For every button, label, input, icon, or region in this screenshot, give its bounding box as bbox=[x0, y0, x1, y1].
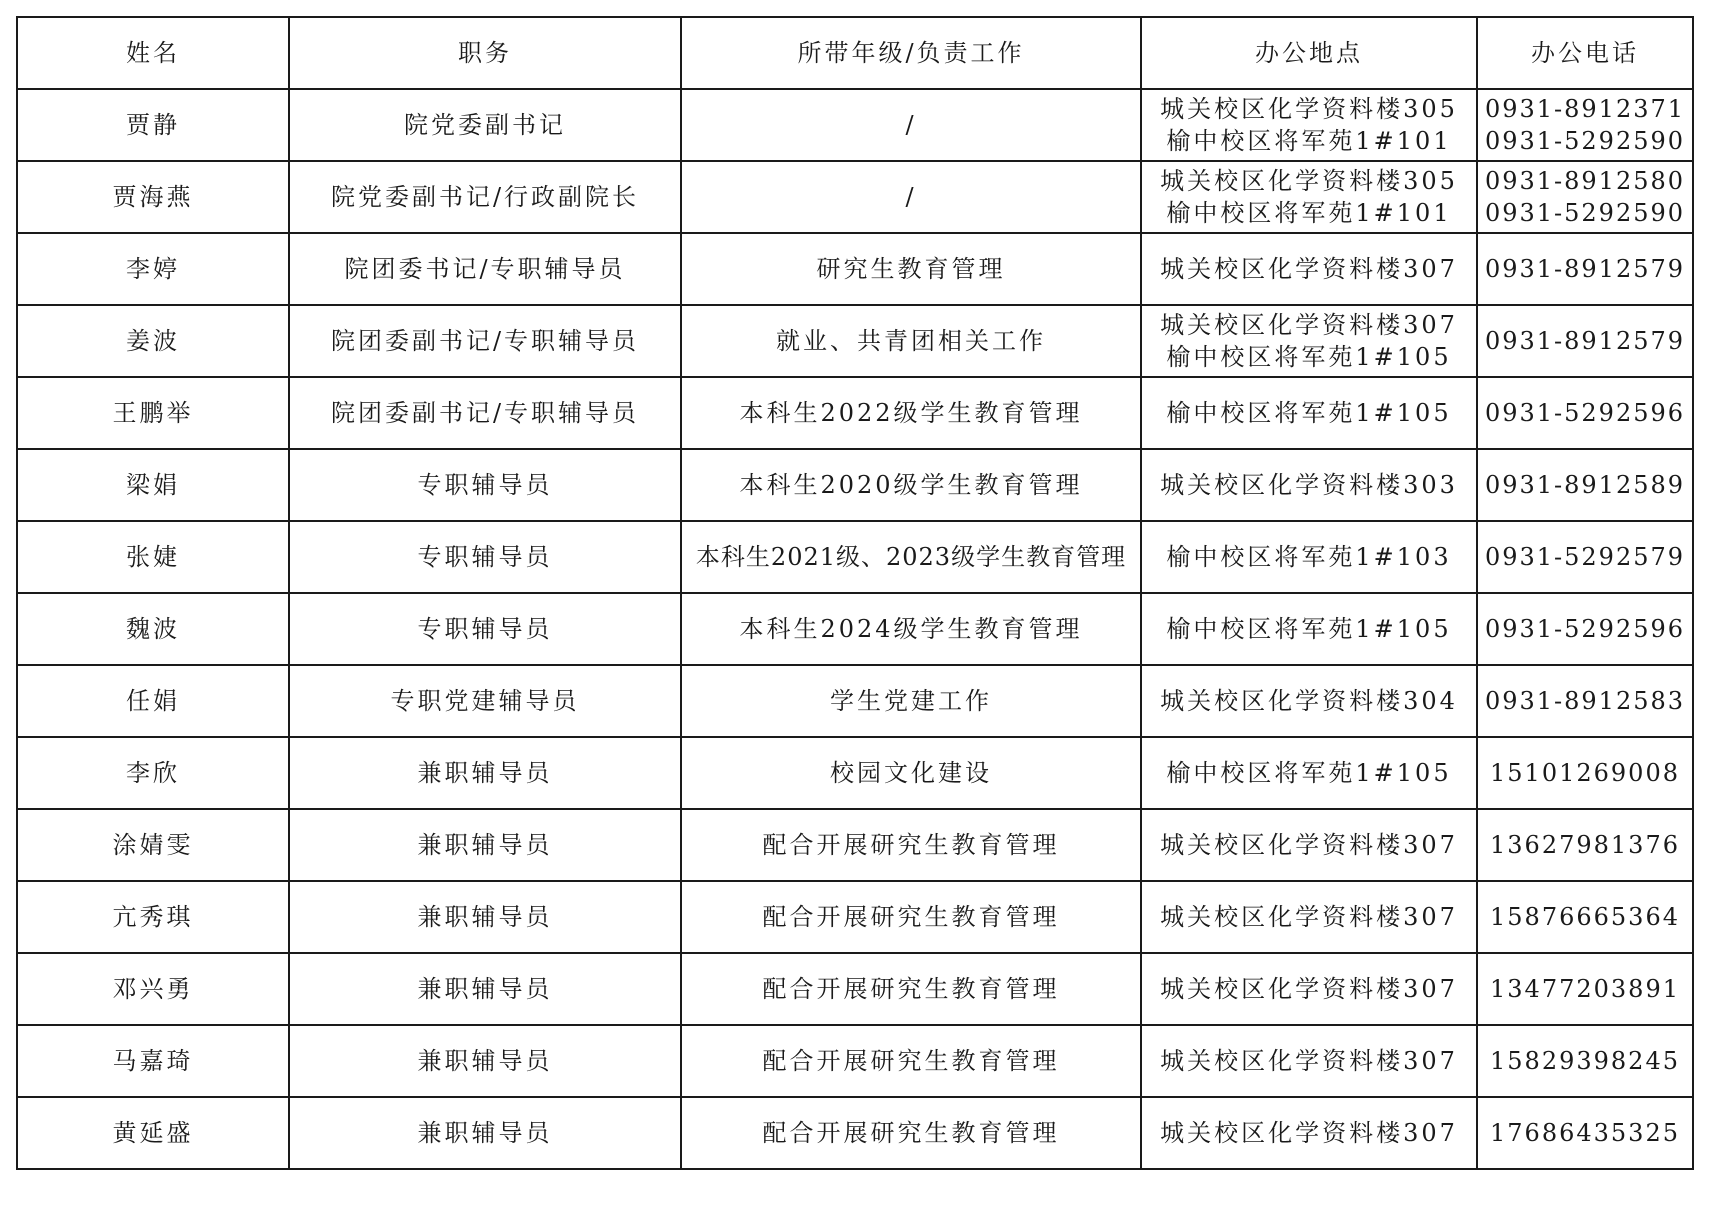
table-row bbox=[17, 809, 1693, 881]
cell-phone-line: 0931-5292596 bbox=[1484, 615, 1686, 643]
cell-name: 张婕 bbox=[17, 521, 289, 593]
cell-place-line: 榆中校区将军苑1#101 bbox=[1166, 127, 1452, 155]
cell-phone bbox=[1477, 737, 1693, 809]
cell-role: 兼职辅导员 bbox=[289, 1097, 681, 1169]
cell-place-line: 城关校区化学资料楼307 bbox=[1160, 255, 1458, 283]
cell-phone-line: 0931-5292596 bbox=[1484, 399, 1686, 427]
cell-role: 兼职辅导员 bbox=[289, 953, 681, 1025]
cell-work: 就业、共青团相关工作 bbox=[681, 305, 1141, 377]
staff-contact-table bbox=[16, 16, 1694, 1170]
cell-place bbox=[1141, 1025, 1477, 1097]
cell-place-line: 榆中校区将军苑1#103 bbox=[1166, 543, 1452, 571]
cell-work: 配合开展研究生教育管理 bbox=[681, 809, 1141, 881]
header-name: 姓名 bbox=[17, 17, 289, 89]
cell-work: 学生党建工作 bbox=[681, 665, 1141, 737]
cell-phone bbox=[1477, 1025, 1693, 1097]
cell-role: 专职辅导员 bbox=[289, 593, 681, 665]
cell-name: 马嘉琦 bbox=[17, 1025, 289, 1097]
cell-name: 李欣 bbox=[17, 737, 289, 809]
cell-phone-line: 13477203891 bbox=[1490, 975, 1680, 1003]
cell-phone-line: 15876665364 bbox=[1490, 903, 1680, 931]
cell-role: 院团委书记/专职辅导员 bbox=[289, 233, 681, 305]
cell-phone bbox=[1477, 593, 1693, 665]
cell-phone bbox=[1477, 161, 1693, 233]
cell-place bbox=[1141, 953, 1477, 1025]
cell-work: 配合开展研究生教育管理 bbox=[681, 953, 1141, 1025]
cell-name: 涂婧雯 bbox=[17, 809, 289, 881]
cell-name: 贾静 bbox=[17, 89, 289, 161]
cell-phone bbox=[1477, 665, 1693, 737]
cell-role: 专职党建辅导员 bbox=[289, 665, 681, 737]
cell-work: 本科生2020级学生教育管理 bbox=[681, 449, 1141, 521]
cell-place bbox=[1141, 377, 1477, 449]
table-body bbox=[17, 89, 1693, 1169]
cell-phone-line: 15101269008 bbox=[1490, 759, 1680, 787]
table-row bbox=[17, 1025, 1693, 1097]
cell-place bbox=[1141, 449, 1477, 521]
cell-phone-line: 0931-8912583 bbox=[1484, 687, 1686, 715]
cell-phone-line: 0931-5292590 bbox=[1484, 199, 1686, 227]
header-work: 所带年级/负责工作 bbox=[681, 17, 1141, 89]
cell-phone bbox=[1477, 953, 1693, 1025]
cell-work: 研究生教育管理 bbox=[681, 233, 1141, 305]
cell-place bbox=[1141, 881, 1477, 953]
cell-role: 院党委副书记/行政副院长 bbox=[289, 161, 681, 233]
cell-phone bbox=[1477, 305, 1693, 377]
cell-place-line: 城关校区化学资料楼307 bbox=[1160, 975, 1458, 1003]
cell-place-line: 城关校区化学资料楼305 bbox=[1160, 167, 1458, 195]
header-phone: 办公电话 bbox=[1477, 17, 1693, 89]
cell-place-line: 榆中校区将军苑1#105 bbox=[1166, 759, 1452, 787]
cell-place-line: 榆中校区将军苑1#101 bbox=[1166, 199, 1452, 227]
cell-name: 王鹏举 bbox=[17, 377, 289, 449]
cell-place-line: 城关校区化学资料楼307 bbox=[1160, 831, 1458, 859]
cell-phone bbox=[1477, 881, 1693, 953]
table-row bbox=[17, 1097, 1693, 1169]
cell-role: 兼职辅导员 bbox=[289, 881, 681, 953]
cell-role: 院团委副书记/专职辅导员 bbox=[289, 377, 681, 449]
cell-place-line: 城关校区化学资料楼307 bbox=[1160, 1047, 1458, 1075]
table-row bbox=[17, 161, 1693, 233]
table-row bbox=[17, 233, 1693, 305]
cell-place-line: 榆中校区将军苑1#105 bbox=[1166, 343, 1452, 371]
cell-phone bbox=[1477, 377, 1693, 449]
table-row bbox=[17, 89, 1693, 161]
cell-place bbox=[1141, 89, 1477, 161]
table-row bbox=[17, 953, 1693, 1025]
cell-phone-line: 0931-8912579 bbox=[1484, 327, 1686, 355]
cell-name: 魏波 bbox=[17, 593, 289, 665]
cell-place-line: 城关校区化学资料楼307 bbox=[1160, 311, 1458, 339]
cell-place bbox=[1141, 161, 1477, 233]
cell-role: 专职辅导员 bbox=[289, 449, 681, 521]
cell-phone bbox=[1477, 89, 1693, 161]
cell-phone bbox=[1477, 233, 1693, 305]
cell-name: 梁娟 bbox=[17, 449, 289, 521]
cell-phone bbox=[1477, 809, 1693, 881]
cell-phone bbox=[1477, 449, 1693, 521]
cell-role: 兼职辅导员 bbox=[289, 737, 681, 809]
cell-work: 本科生2024级学生教育管理 bbox=[681, 593, 1141, 665]
table-row bbox=[17, 521, 1693, 593]
table-header-row bbox=[17, 17, 1693, 89]
cell-role: 院党委副书记 bbox=[289, 89, 681, 161]
header-place: 办公地点 bbox=[1141, 17, 1477, 89]
cell-phone-line: 0931-8912580 bbox=[1484, 167, 1686, 195]
cell-phone-line: 0931-5292579 bbox=[1484, 543, 1686, 571]
cell-place-line: 榆中校区将军苑1#105 bbox=[1166, 615, 1452, 643]
cell-work: 配合开展研究生教育管理 bbox=[681, 1025, 1141, 1097]
cell-name: 亢秀琪 bbox=[17, 881, 289, 953]
table-row bbox=[17, 377, 1693, 449]
cell-name: 李婷 bbox=[17, 233, 289, 305]
cell-name: 黄延盛 bbox=[17, 1097, 289, 1169]
cell-name: 邓兴勇 bbox=[17, 953, 289, 1025]
cell-phone-line: 13627981376 bbox=[1490, 831, 1680, 859]
cell-work: 本科生2021级、2023级学生教育管理 bbox=[681, 521, 1141, 593]
cell-role: 院团委副书记/专职辅导员 bbox=[289, 305, 681, 377]
header-role: 职务 bbox=[289, 17, 681, 89]
cell-phone-line: 17686435325 bbox=[1490, 1119, 1680, 1147]
cell-role: 兼职辅导员 bbox=[289, 1025, 681, 1097]
cell-work: 配合开展研究生教育管理 bbox=[681, 881, 1141, 953]
cell-place bbox=[1141, 809, 1477, 881]
cell-place-line: 城关校区化学资料楼303 bbox=[1160, 471, 1458, 499]
cell-phone-line: 0931-8912589 bbox=[1484, 471, 1686, 499]
cell-phone-line: 0931-8912579 bbox=[1484, 255, 1686, 283]
cell-place-line: 城关校区化学资料楼307 bbox=[1160, 1119, 1458, 1147]
cell-place bbox=[1141, 1097, 1477, 1169]
cell-phone-line: 0931-8912371 bbox=[1484, 95, 1686, 123]
cell-place bbox=[1141, 521, 1477, 593]
cell-place bbox=[1141, 665, 1477, 737]
cell-name: 任娟 bbox=[17, 665, 289, 737]
cell-place bbox=[1141, 305, 1477, 377]
cell-place-line: 城关校区化学资料楼304 bbox=[1160, 687, 1458, 715]
cell-place-line: 榆中校区将军苑1#105 bbox=[1166, 399, 1452, 427]
cell-work: / bbox=[681, 89, 1141, 161]
table-row bbox=[17, 449, 1693, 521]
cell-work: 本科生2022级学生教育管理 bbox=[681, 377, 1141, 449]
cell-phone bbox=[1477, 521, 1693, 593]
cell-work: 校园文化建设 bbox=[681, 737, 1141, 809]
cell-work: / bbox=[681, 161, 1141, 233]
cell-work: 配合开展研究生教育管理 bbox=[681, 1097, 1141, 1169]
cell-phone bbox=[1477, 1097, 1693, 1169]
table-row bbox=[17, 593, 1693, 665]
cell-name: 姜波 bbox=[17, 305, 289, 377]
cell-place bbox=[1141, 737, 1477, 809]
cell-name: 贾海燕 bbox=[17, 161, 289, 233]
cell-place-line: 城关校区化学资料楼305 bbox=[1160, 95, 1458, 123]
table-row bbox=[17, 305, 1693, 377]
cell-place bbox=[1141, 233, 1477, 305]
table-row bbox=[17, 737, 1693, 809]
table-row bbox=[17, 881, 1693, 953]
cell-place-line: 城关校区化学资料楼307 bbox=[1160, 903, 1458, 931]
cell-phone-line: 0931-5292590 bbox=[1484, 127, 1686, 155]
cell-role: 专职辅导员 bbox=[289, 521, 681, 593]
cell-place bbox=[1141, 593, 1477, 665]
cell-phone-line: 15829398245 bbox=[1490, 1047, 1680, 1075]
cell-role: 兼职辅导员 bbox=[289, 809, 681, 881]
table-row bbox=[17, 665, 1693, 737]
